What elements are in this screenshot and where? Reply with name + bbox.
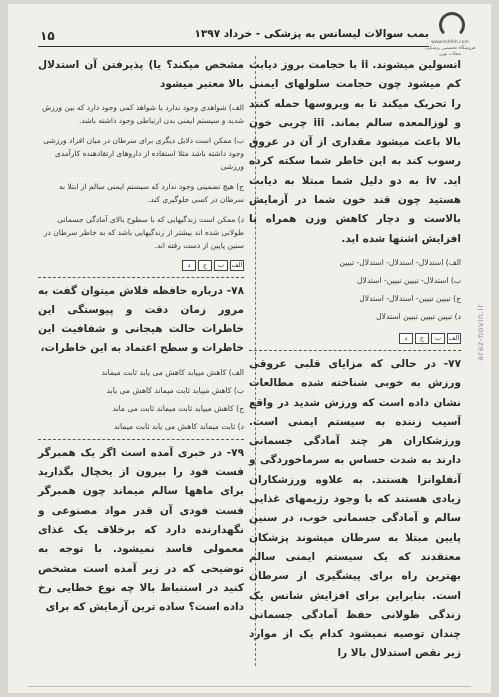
answer-box-c: ج — [198, 260, 212, 271]
document-page — [8, 4, 491, 693]
option-c: ج) کاهش مییابد ثابت میماند ثابت می ماند — [112, 403, 244, 413]
option-d: د) ثابت میماند کاهش می یابد ثابت میماند — [113, 421, 244, 431]
question-separator — [38, 277, 244, 278]
answer-box-a: الف — [231, 260, 243, 269]
question-78-body: ۷۸- درباره حافظه فلاش میتوان گفت به مرور زمان دقت و پیوستگی این خاطرات حالت هیجانی و شفافیت این خاطرات و سطح اعتماد به این خاطرات، — [38, 284, 244, 355]
right-column — [249, 56, 461, 664]
option-c: ج) تبیین تبیین- استدلال- استدلال — [359, 293, 461, 303]
answer-box-b: ب — [431, 333, 445, 344]
page-title: بمب سوالات لیسانس به پزشکی - خرداد ۱۳۹۷ — [194, 28, 429, 40]
question-77-continued: مشخص میکند؟ یا) پذیرفتن آن استدلال بالا معتبر میشود — [38, 59, 244, 91]
option-a: الف) شواهدی وجود ندارد یا شواهد کمی وجود دارد که بین ورزش شدید و سیستم ایمنی بدن ارتباطی وجود داشته باشد. — [41, 102, 244, 125]
publisher-logo — [421, 10, 479, 58]
site-watermark: araz-novin.ir — [476, 304, 485, 361]
question-77-options — [38, 101, 244, 252]
question-79-body: ۷۹- در خبری آمده است اگر یک همبرگر فست فود را بیرون از یخچال بگذارید برای ماهها سالم میماند چون همبرگر فست فودی آن قدر مواد مصنوعی و نگهدارنده دارد که برخلاف یک غذای معمولی فاسد نمیشود. با توجه به توضیحی که در زیر آمده است مشخص کنید در استنباط بالا چه نوع خطایی رخ داده است؟ ساده ترین آزمایش که برای — [38, 446, 244, 614]
question-separator — [249, 350, 461, 351]
page-header — [38, 26, 429, 47]
option-b: ب) کاهش مییابد ثابت میماند کاهش می یابد — [106, 385, 244, 395]
option-b: ب) ممکن است دلایل دیگری برای سرطان در میان افراد ورزشی وجود داشته باشد مثلا استفاده از داروهای ارتقادهنده کارآمدی ورزشی — [43, 135, 244, 171]
logo-subtitle: فروشگاه تخصصی پزشکی، مجلات نوین — [424, 46, 476, 57]
left-column — [38, 56, 244, 617]
option-d: د) تبیین تبیین تبیین استدلال — [376, 311, 461, 321]
logo-mark-icon — [433, 10, 467, 40]
question-76-body: انسولین میشوند. ii با حجامت بروز دیابت کم میشود چون حجامت سلولهای ایمنی را تحریک میکند تا به ویروسها حمله کنند و لوزالمعده سالم بماند. iii چربی خون بالا باعث میشود مقداری از آن در عروق رسوب کند به این خاطر شما سکته کرده اید. iv به دو دلیل شما مبتلا به دیابت هستید چون قند خون شما در آزمایش بالاست و دچار کاهش وزن همراه با افزایش اشتها شده اید. — [249, 59, 461, 245]
answer-box-c: ج — [415, 333, 429, 344]
question-77-body: ۷۷- در حالی که مزایای قلبی عروقی ورزش به خوبی شناخته شده مطالعات نشان داده است که ورزش شدید در واقع آسیب زننده به سیستم ایمنی است. ورزشکاران هر چند آمادگی جسمانی دارند به شدت حساس به سرماخوردگی و آنفلوانزا هستند. به علاوه ورزشکاران زیادی هستند که با وجود رژیمهای غذایی سالم و آمادگی جسمانی خوب، در سنین پایین مبتلا به سرطان میشوند پزشکان معتقدند که یک سیستم ایمنی سالم بهترین راه برای پیشگیری از سرطان است. بنابراین برای افزایش شانس یک زندگی طولانی حفظ آمادگی جسمانی چندان توصیه نمیشود کدام یک از موارد زیر نقص استدلال بالا را — [249, 357, 461, 660]
question-78-options — [38, 365, 244, 435]
logo-url: www.tohfeh.com — [431, 40, 469, 45]
answer-box-d: د — [399, 333, 413, 344]
question-separator — [38, 439, 244, 440]
answer-box-b: ب — [214, 260, 228, 271]
option-a: الف) کاهش مییابد کاهش می یابد ثابت میماند — [101, 367, 244, 377]
question-76-options — [249, 255, 461, 325]
option-d: د) ممکن است زندگیهایی که با سطوح بالای آمادگی جسمانی طولانی شده اند بیشتر از زندگیهایی باشد که به خاطر سرطان در سنین پایین از دست رفته اند. — [43, 214, 244, 250]
answer-grid — [249, 333, 461, 344]
option-a: الف) استدلال- استدلال- استدلال- تبیین — [339, 257, 461, 267]
option-c: ج) هیچ تضمینی وجود ندارد که سیستم ایمنی سالم از ابتلا به سرطان در کسی جلوگیری کند. — [59, 181, 244, 204]
footer-rule — [28, 686, 471, 687]
option-b: ب) استدلال- تبیین تبیین- استدلال — [357, 275, 461, 285]
answer-grid — [38, 260, 244, 271]
answer-box-a: الف — [448, 333, 460, 342]
answer-box-d: د — [182, 260, 196, 271]
page-number: ۱۵ — [40, 29, 55, 43]
